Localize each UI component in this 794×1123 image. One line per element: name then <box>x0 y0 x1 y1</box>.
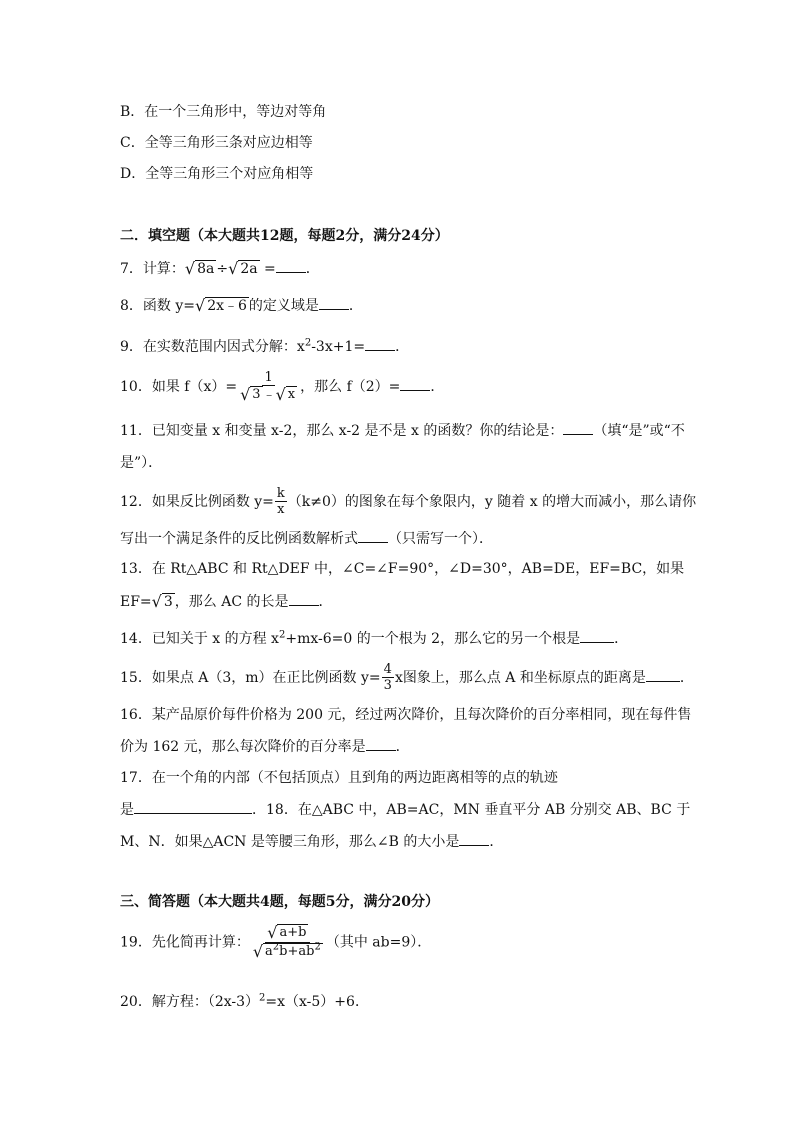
q12-prefix: 12．如果反比例函数 y= <box>120 494 274 510</box>
sqrt-8a: √ 8a <box>184 259 215 278</box>
q20-exp: 2 <box>259 992 266 1004</box>
answer-blank-10[interactable] <box>400 376 430 391</box>
question-11-line1 <box>120 420 685 441</box>
answer-blank-18[interactable] <box>459 831 489 846</box>
q11-text: 11．已知变量 x 和变量 x-2，那么 x-2 是不是 x 的函数？你的结论是： <box>120 423 564 439</box>
q14-exp: 2 <box>278 629 286 641</box>
question-16-line2 <box>120 736 410 757</box>
q12-suffix: （k≠0）的图象在每个象限内，y 随着 x 的增大而减小，那么请你 <box>287 494 697 510</box>
question-7 <box>120 258 320 279</box>
section-2-title: 二．填空题（本大题共12题，每题2分，满分24分） <box>120 228 449 244</box>
q13-prefix: EF= <box>120 594 152 610</box>
question-16-line1: 16．某产品原价每件价格为 200 元，经过两次降价，且每次降价的百分率相同，现在每件售 <box>120 707 692 723</box>
q15-prefix: 15．如果点 A（3，m）在正比例函数 y= <box>120 670 381 686</box>
q19-suffix: （其中 ab=9）． <box>325 934 432 951</box>
question-9 <box>120 336 409 357</box>
option-b: B．在一个三角形中，等边对等角 <box>120 104 327 120</box>
fraction-4-over-3: $\frac{4}{3}$ <box>383 662 392 693</box>
q14-prefix: 14．已知关于 x 的方程 x <box>120 631 279 647</box>
question-17-line2 <box>120 799 690 820</box>
answer-blank-14[interactable] <box>580 628 614 643</box>
q19-prefix: 19．先化简再计算： <box>120 934 250 951</box>
q17-prefix: 是 <box>120 802 134 818</box>
option-d: D．全等三角形三个对应角相等 <box>120 166 314 182</box>
q20-suffix: =x（x-5）+6． <box>265 994 369 1010</box>
q20-text: 20．解方程：（2x-3） <box>120 994 260 1010</box>
q11-tail: （填“是”或“不 <box>593 423 685 439</box>
answer-blank-7[interactable] <box>276 258 306 273</box>
section-3-title: 三、简答题（本大题共4题，每题5分，满分20分） <box>120 894 439 910</box>
q10-prefix: 10．如果 f（x）= <box>120 379 238 395</box>
answer-blank-12[interactable] <box>358 528 388 543</box>
question-14 <box>120 628 628 649</box>
fraction-q10: 1 √ 3 ﹣ √ x <box>240 370 296 404</box>
q18-text: M、N．如果△ACN 是等腰三角形，那么∠B 的大小是 <box>120 834 460 850</box>
sqrt-2x-6: √ 2x﹣6 <box>195 296 247 315</box>
question-10 <box>120 370 444 404</box>
q9-suffix: -3x+1= <box>311 339 366 355</box>
q15-end: ． <box>679 670 694 686</box>
q17-suffix: ．18．在△ABC 中，AB=AC，MN 垂直平分 AB 分别交 AB、BC 于 <box>252 802 691 818</box>
q14-end: ． <box>614 631 629 647</box>
q7-prefix: 7．计算： <box>120 261 185 277</box>
q16-line2-text: 价为 162 元，那么每次降价的百分率是 <box>120 739 366 755</box>
question-18-line <box>120 831 503 852</box>
fraction-k-over-x: $\frac{k}{x}$ <box>276 486 285 517</box>
q7-eq: = <box>264 261 276 277</box>
answer-blank-13[interactable] <box>289 591 319 606</box>
question-8 <box>120 295 363 316</box>
q10-end: ． <box>430 379 445 395</box>
q9-exp: 2 <box>304 337 312 349</box>
q18-end: ． <box>489 834 504 850</box>
q7-end: ． <box>305 261 320 277</box>
q12-line2-tail: （只需写一个）． <box>388 531 493 547</box>
q9-prefix: 9．在实数范围内因式分解：x <box>120 339 305 355</box>
q14-suffix: +mx-6=0 的一个根为 2，那么它的另一个根是 <box>285 631 581 647</box>
q8-suffix: 的定义域是 <box>248 298 319 314</box>
question-12-line2 <box>120 528 493 549</box>
q16-end: ． <box>395 739 410 755</box>
q15-suffix: x图象上，那么点 A 和坐标原点的距离是 <box>394 670 646 686</box>
question-13-line1: 13．在 Rt△ABC 和 Rt△DEF 中，∠C=∠F=90°，∠D=30°，AB=DE，EF=BC，如果 <box>120 561 685 577</box>
q13-end: ． <box>318 594 333 610</box>
q9-end: ． <box>395 339 410 355</box>
q8-end: ． <box>348 298 363 314</box>
answer-blank-17[interactable] <box>134 799 252 814</box>
sqrt-3: √ 3 <box>151 592 173 611</box>
answer-blank-11[interactable] <box>563 420 593 435</box>
q12-line2-text: 写出一个满足条件的反比例函数解析式 <box>120 531 358 547</box>
question-20 <box>120 992 369 1012</box>
answer-blank-15[interactable] <box>646 667 680 682</box>
q10-suffix: ，那么 f（2）= <box>300 379 401 395</box>
option-c: C．全等三角形三条对应边相等 <box>120 135 313 151</box>
answer-blank-8[interactable] <box>319 295 349 310</box>
question-11-line2: 是”）． <box>120 455 163 471</box>
q13-suffix: ，那么 AC 的长是 <box>174 594 289 610</box>
question-17-line1: 17．在一个角的内部（不包括顶点）且到角的两边距离相等的点的轨迹 <box>120 770 558 786</box>
question-19 <box>120 924 431 961</box>
question-15 <box>120 662 694 694</box>
fraction-q19: √ a+b √ $a^2b+ab^2$ <box>252 923 321 961</box>
q7-op: ÷ <box>216 261 229 277</box>
answer-blank-16[interactable] <box>366 736 396 751</box>
question-12-line1 <box>120 486 696 518</box>
answer-blank-9[interactable] <box>365 336 395 351</box>
question-13-line2 <box>120 591 333 612</box>
sqrt-2a: √ 2a <box>228 259 258 278</box>
q8-prefix: 8．函数 y= <box>120 298 195 314</box>
